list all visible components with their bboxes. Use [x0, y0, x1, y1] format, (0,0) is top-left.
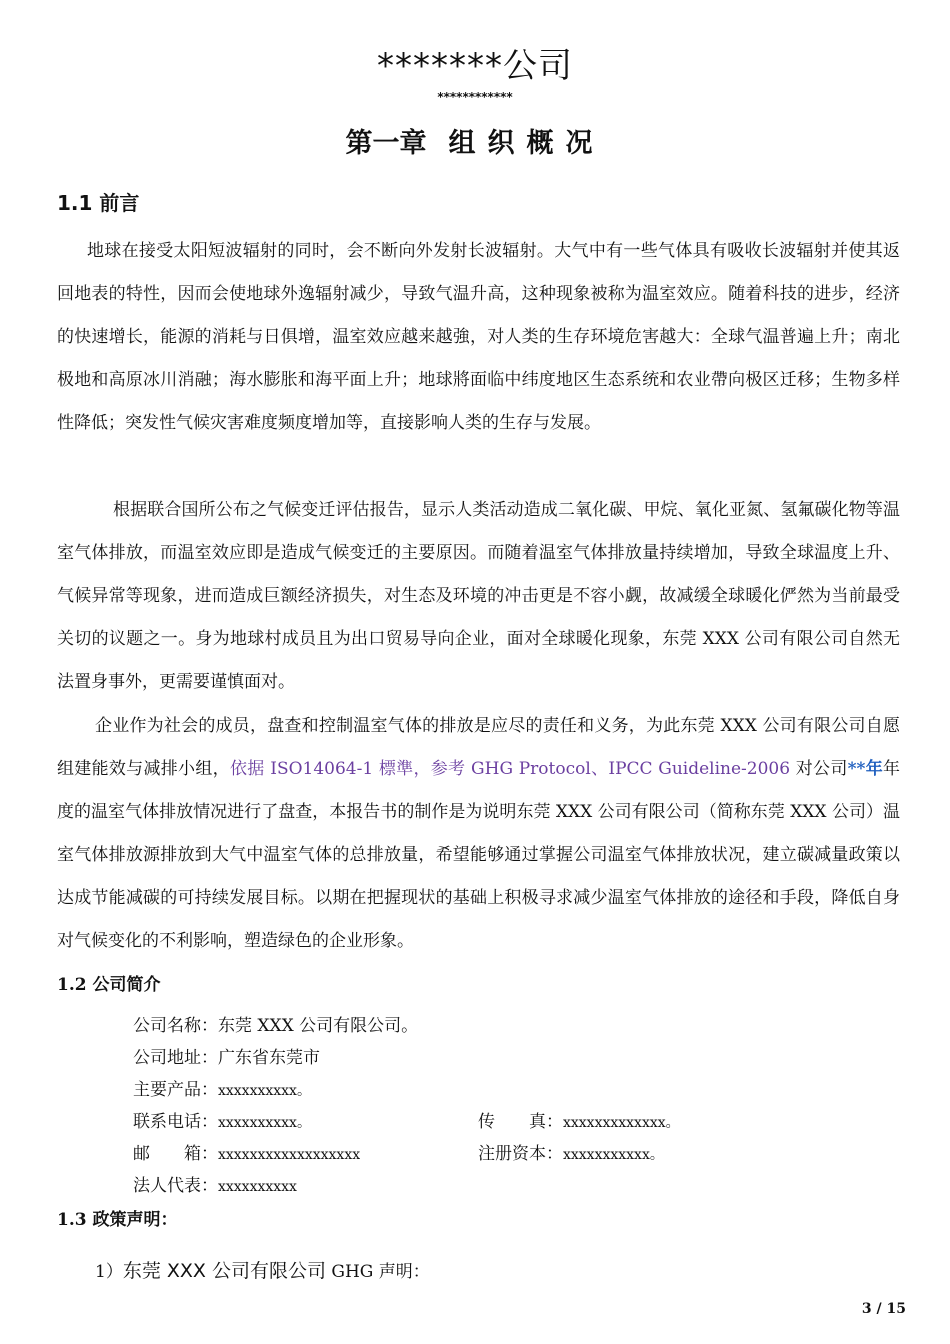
fax-value: xxxxxxxxxxxxx。: [563, 1115, 680, 1131]
email-capital-row: [133, 1138, 893, 1170]
phone-value: xxxxxxxxxx。: [218, 1115, 311, 1131]
main-product-label: 主要产品：: [133, 1080, 218, 1100]
paragraph-3-part-c: 年度的温室气体排放情况进行了盘查，本报告书的制作是为说明东莞 XXX 公司有限公司（简称东莞 XXX 公司）温室气体排放源排放到大气中温室气体的总排放量，希望能够通过掌握公司温室气体排放状况，建立碳减量政策以达成节能减碳的可持续发展目标。以期在把握现状的基础上积极寻求减少温室气体排放的途径和手段，降低自身对气候变化的不利影响，塑造绿色的企业形象。: [57, 759, 901, 951]
legal-rep-row: [133, 1170, 893, 1202]
company-name-value: 东莞 XXX 公司有限公司。: [218, 1016, 419, 1036]
main-product-row: [133, 1074, 893, 1106]
statement-suffix: GHG 声明：: [325, 1262, 430, 1282]
standard-reference-text: 依据 ISO14064-1 標準，参考 GHG Protocol、IPCC Guideline-2006: [229, 759, 791, 779]
company-name-row: [133, 1010, 893, 1042]
fax-field: [478, 1106, 680, 1139]
legal-rep-value: xxxxxxxxxx: [218, 1179, 297, 1195]
section-heading-1-3: 1.3 政策声明：: [57, 1210, 178, 1230]
statement-prefix: 1）: [95, 1262, 123, 1282]
foreword-paragraph-1: 地球在接受太阳短波辐射的同时，会不断向外发射长波辐射。大气中有一些气体具有吸收长波辐射并使其返回地表的特性，因而会使地球外逸辐射减少，导致气温升高，这种现象被称为温室效应。随着科技的进步，经济的快速增长，能源的消耗与日俱增，温室效应越来越強，对人类的生存环境危害越大：全球气温普遍上升；南北极地和高原冰川消融；海水膨胀和海平面上升；地球將面临中纬度地区生态系统和农业帶向极区迁移；生物多样性降低；突发性气候灾害难度频度增加等，直接影响人类的生存与发展。: [57, 241, 900, 433]
fax-label: 传 真：: [478, 1112, 563, 1132]
phone-label: 联系电话：: [133, 1112, 218, 1132]
chapter-label: 第一章: [345, 128, 427, 159]
company-name-label: 公司名称：: [133, 1016, 218, 1036]
email-value: xxxxxxxxxxxxxxxxxx: [218, 1147, 361, 1163]
section-heading-1-1: 1.1 前言: [57, 191, 140, 215]
ghg-statement-line: [95, 1255, 430, 1288]
legal-rep-label: 法人代表：: [133, 1176, 218, 1196]
phone-fax-row: [133, 1106, 893, 1138]
email-label: 邮 箱：: [133, 1144, 218, 1164]
chapter-title: 组织概况: [448, 128, 605, 159]
company-info-block: [133, 1010, 893, 1202]
statement-company: 东莞 XXX 公司有限公司: [122, 1260, 326, 1282]
capital-label: 注册资本：: [478, 1144, 563, 1164]
page-number: 3 / 15: [861, 1301, 906, 1317]
foreword-paragraph-3: [57, 705, 900, 963]
main-product-value: xxxxxxxxxx。: [218, 1083, 311, 1099]
company-address-value: 广东省东莞市: [218, 1048, 320, 1068]
chapter-heading: [0, 124, 950, 164]
section-heading-1-2: 1.2 公司简介: [57, 975, 161, 995]
company-title: *******公司: [377, 46, 573, 86]
company-address-row: [133, 1042, 893, 1074]
capital-value: xxxxxxxxxxx。: [563, 1147, 664, 1163]
company-address-label: 公司地址：: [133, 1048, 218, 1068]
foreword-paragraph-2: 根据联合国所公布之气候变迁评估报告，显示人类活动造成二氧化碳、甲烷、氧化亚氮、氢氟碳化物等温室气体排放，而温室效应即是造成气候变迁的主要原因。而随着温室气体排放量持续增加，导致全球温度上升、气候异常等现象，进而造成巨额经济损失，对生态及环境的冲击更是不容小觑，故减缓全球暖化俨然为当前最受关切的议题之一。身为地球村成员且为出口贸易导向企业，面对全球暖化现象，东莞 XXX 公司有限公司自然无法置身事外，更需要谨慎面对。: [57, 500, 900, 692]
paragraph-3-part-a: 企业作为社会的成员，盘查和控制温室气体的排放是应尽的责任和义务，为此东莞 XXX 公司有限公司自愿组建能效与减排小组，: [57, 716, 900, 779]
paragraph-3-part-b: 对公司: [790, 759, 848, 779]
capital-field: [478, 1138, 664, 1171]
document-subtitle: ************: [437, 90, 513, 104]
year-placeholder: **年: [847, 759, 884, 779]
